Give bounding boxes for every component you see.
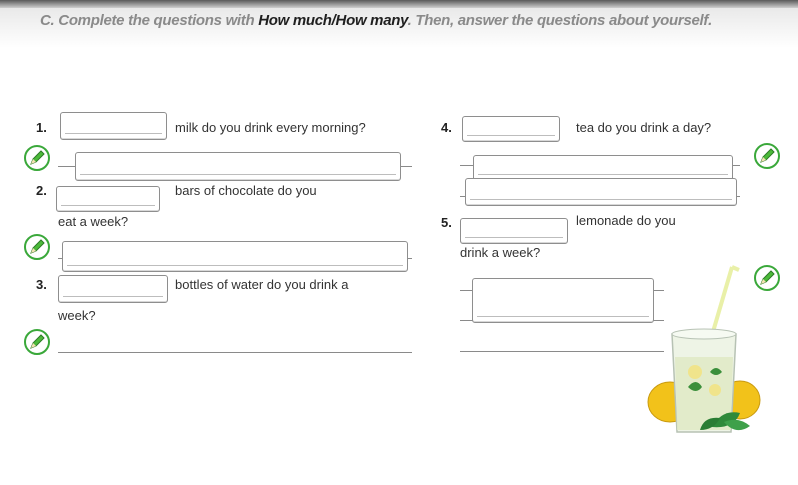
answer-2-input[interactable] <box>62 241 408 272</box>
exercise-instruction <box>40 12 712 29</box>
question-5-blank-input[interactable] <box>460 218 568 244</box>
question-4-number: 4. <box>441 120 452 135</box>
question-2-text: bars of chocolate do you <box>175 183 317 198</box>
pencil-edit-icon <box>24 329 50 355</box>
answer-3-line <box>58 352 412 353</box>
question-2-continuation: eat a week? <box>58 214 129 229</box>
question-3-text: bottles of water do you drink a <box>175 277 349 292</box>
question-5-continuation: drink a week? <box>460 245 541 260</box>
top-bar <box>0 0 798 8</box>
question-3-blank-input[interactable] <box>58 275 168 303</box>
pencil-edit-icon <box>24 145 50 171</box>
pencil-edit-icon <box>24 234 50 260</box>
instruction-text-2: . Then, answer the questions about yourself. <box>407 12 712 29</box>
question-5-text: lemonade do you <box>576 213 676 228</box>
question-1-text: milk do you drink every morning? <box>175 120 366 135</box>
instruction-text: Complete the questions with <box>58 12 255 29</box>
question-3-number: 3. <box>36 277 47 292</box>
option-how-many: How many <box>335 12 408 29</box>
question-4-text: tea do you drink a day? <box>576 120 712 135</box>
option-separator: / <box>331 12 336 29</box>
question-5-number: 5. <box>441 215 452 230</box>
question-2-number: 2. <box>36 183 47 198</box>
question-3-continuation: week? <box>58 308 96 323</box>
question-1-number: 1. <box>36 120 47 135</box>
question-1-blank-input[interactable] <box>60 112 167 140</box>
answer-1-input[interactable] <box>75 152 401 181</box>
question-4-blank-input[interactable] <box>462 116 560 142</box>
lemonade-glass-illustration <box>640 262 770 447</box>
answer-5-input[interactable] <box>472 278 654 323</box>
question-2-blank-input[interactable] <box>56 186 160 212</box>
pencil-edit-icon <box>754 143 780 169</box>
answer-4-input-2[interactable] <box>465 178 737 206</box>
answer-5-line-3 <box>460 351 664 352</box>
exercise-label: C. <box>40 12 55 29</box>
option-how-much: How much <box>258 12 332 29</box>
